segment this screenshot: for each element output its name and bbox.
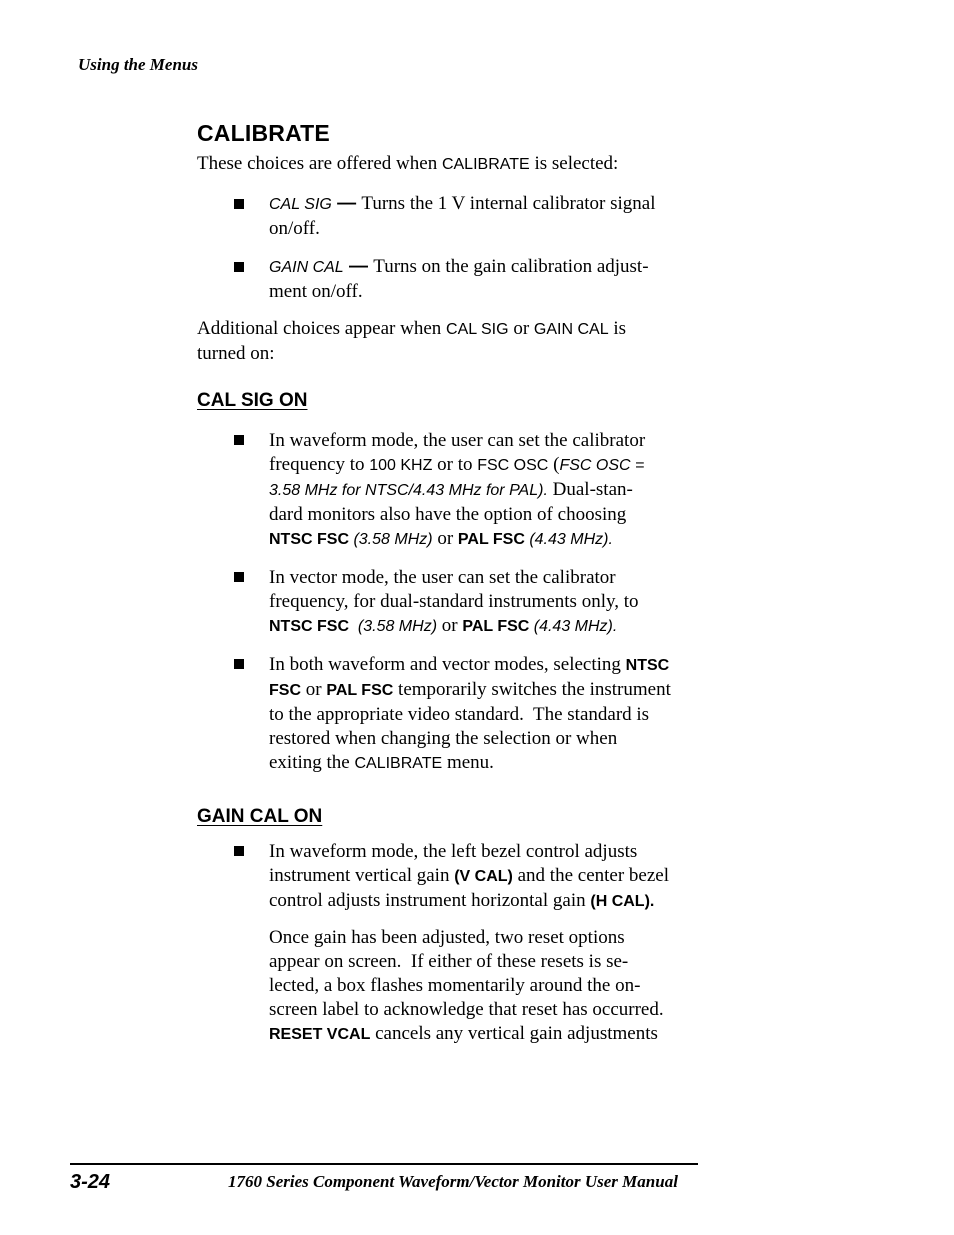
item-text-line2: ment on/off. xyxy=(269,281,363,302)
text-run: instrument vertical gain xyxy=(269,865,455,886)
list-item-text xyxy=(269,192,705,241)
additional-paragraph xyxy=(197,317,717,366)
bullet-square-icon xyxy=(234,846,244,856)
term-fsc: FSC xyxy=(269,682,301,699)
text-line: frequency, for dual-standard instruments only, to xyxy=(269,591,639,612)
text-run: or xyxy=(437,615,463,636)
subsection-title-cal-sig-on: CAL SIG ON xyxy=(197,390,308,411)
text-run: exiting the xyxy=(269,752,355,773)
text-run: In both waveform and vector modes, selecting xyxy=(269,654,626,675)
additional-post: is xyxy=(608,318,627,339)
em-dash: — xyxy=(343,256,374,277)
italic-note: 3.58 MHz for NTSC/4.43 MHz for PAL). xyxy=(269,482,548,499)
term-gain-cal: GAIN CAL xyxy=(269,259,344,276)
text-line: screen label to acknowledge that reset has occurred. xyxy=(269,999,664,1020)
term-reset-vcal: RESET VCAL xyxy=(269,1026,371,1043)
additional-pre: Additional choices appear when xyxy=(197,318,447,339)
text-run: ( xyxy=(548,454,560,475)
term-gain-cal: GAIN CAL xyxy=(533,321,609,338)
additional-line2: turned on: xyxy=(197,343,275,364)
term-ntsc-fsc: NTSC FSC xyxy=(269,531,349,548)
text-line: In waveform mode, the user can set the calibrator xyxy=(269,430,646,451)
text-line: lected, a box flashes momentarily around the on- xyxy=(269,975,641,996)
italic-note: (4.43 MHz). xyxy=(524,531,613,548)
text-run: temporarily switches the instrument xyxy=(393,679,671,700)
term-cal-sig: CAL SIG xyxy=(446,321,509,338)
text-run: menu. xyxy=(442,752,494,773)
subsection-title-gain-cal-on: GAIN CAL ON xyxy=(197,806,323,827)
text-line: appear on screen. If either of these resets is se- xyxy=(269,951,629,972)
term-h-cal: (H CAL). xyxy=(590,893,655,910)
bullet-square-icon xyxy=(234,199,244,209)
bullet-square-icon xyxy=(234,659,244,669)
bullet-square-icon xyxy=(234,435,244,445)
list-item-text xyxy=(269,653,705,776)
intro-term: CALIBRATE xyxy=(441,156,530,173)
page-number: 3-24 xyxy=(70,1171,111,1193)
gain-reset-paragraph xyxy=(269,926,709,1047)
bullet-square-icon xyxy=(234,262,244,272)
text-run: and the center bezel xyxy=(512,865,669,886)
footer-rule xyxy=(70,1163,698,1165)
italic-note: (4.43 MHz). xyxy=(529,618,618,635)
text-run: frequency to xyxy=(269,454,370,475)
intro-paragraph xyxy=(197,152,717,177)
text-run: control adjusts instrument horizontal gain xyxy=(269,890,591,911)
text-run: cancels any vertical gain adjustments xyxy=(370,1023,658,1044)
additional-mid: or xyxy=(508,318,534,339)
item-text-line1: Turns the 1 V internal calibrator signal xyxy=(361,193,656,214)
intro-post: is selected: xyxy=(529,153,619,174)
text-line: dard monitors also have the option of choosing xyxy=(269,504,627,525)
term-pal-fsc: PAL FSC xyxy=(457,531,525,548)
intro-pre: These choices are offered when xyxy=(197,153,442,174)
list-item-text xyxy=(269,840,705,914)
italic-note: (3.58 MHz) xyxy=(349,531,433,548)
item-text-line1: Turns on the gain calibration adjust- xyxy=(373,256,649,277)
term-pal-fsc: PAL FSC xyxy=(462,618,530,635)
term-100khz: 100 KHZ xyxy=(369,457,433,474)
text-line: In waveform mode, the left bezel control adjusts xyxy=(269,841,638,862)
text-run: or to xyxy=(432,454,478,475)
footer-title: 1760 Series Component Waveform/Vector Monitor User Manual xyxy=(228,1172,678,1191)
term-ntsc-fsc: NTSC FSC xyxy=(269,618,349,635)
section-title: CALIBRATE xyxy=(197,120,330,146)
text-run: or xyxy=(432,528,458,549)
running-head: Using the Menus xyxy=(78,55,198,74)
text-line: Once gain has been adjusted, two reset options xyxy=(269,927,625,948)
term-v-cal: (V CAL) xyxy=(454,868,513,885)
term-ntsc: NTSC xyxy=(625,657,670,674)
text-line: to the appropriate video standard. The standard is xyxy=(269,704,650,725)
term-fsc-osc: FSC OSC xyxy=(477,457,549,474)
text-line: In vector mode, the user can set the calibrator xyxy=(269,567,616,588)
em-dash: — xyxy=(331,193,362,214)
list-item-text xyxy=(269,566,705,639)
item-text-line2: on/off. xyxy=(269,218,320,239)
italic-note: FSC OSC = xyxy=(559,457,645,474)
term-pal-fsc: PAL FSC xyxy=(326,682,394,699)
term-cal-sig: CAL SIG xyxy=(269,196,332,213)
bullet-square-icon xyxy=(234,572,244,582)
text-run: or xyxy=(301,679,327,700)
italic-note: (3.58 MHz) xyxy=(349,618,438,635)
term-calibrate: CALIBRATE xyxy=(354,755,443,772)
text-run: Dual-stan- xyxy=(547,479,633,500)
list-item-text xyxy=(269,255,705,304)
text-line: restored when changing the selection or when xyxy=(269,728,618,749)
list-item-text xyxy=(269,429,705,552)
